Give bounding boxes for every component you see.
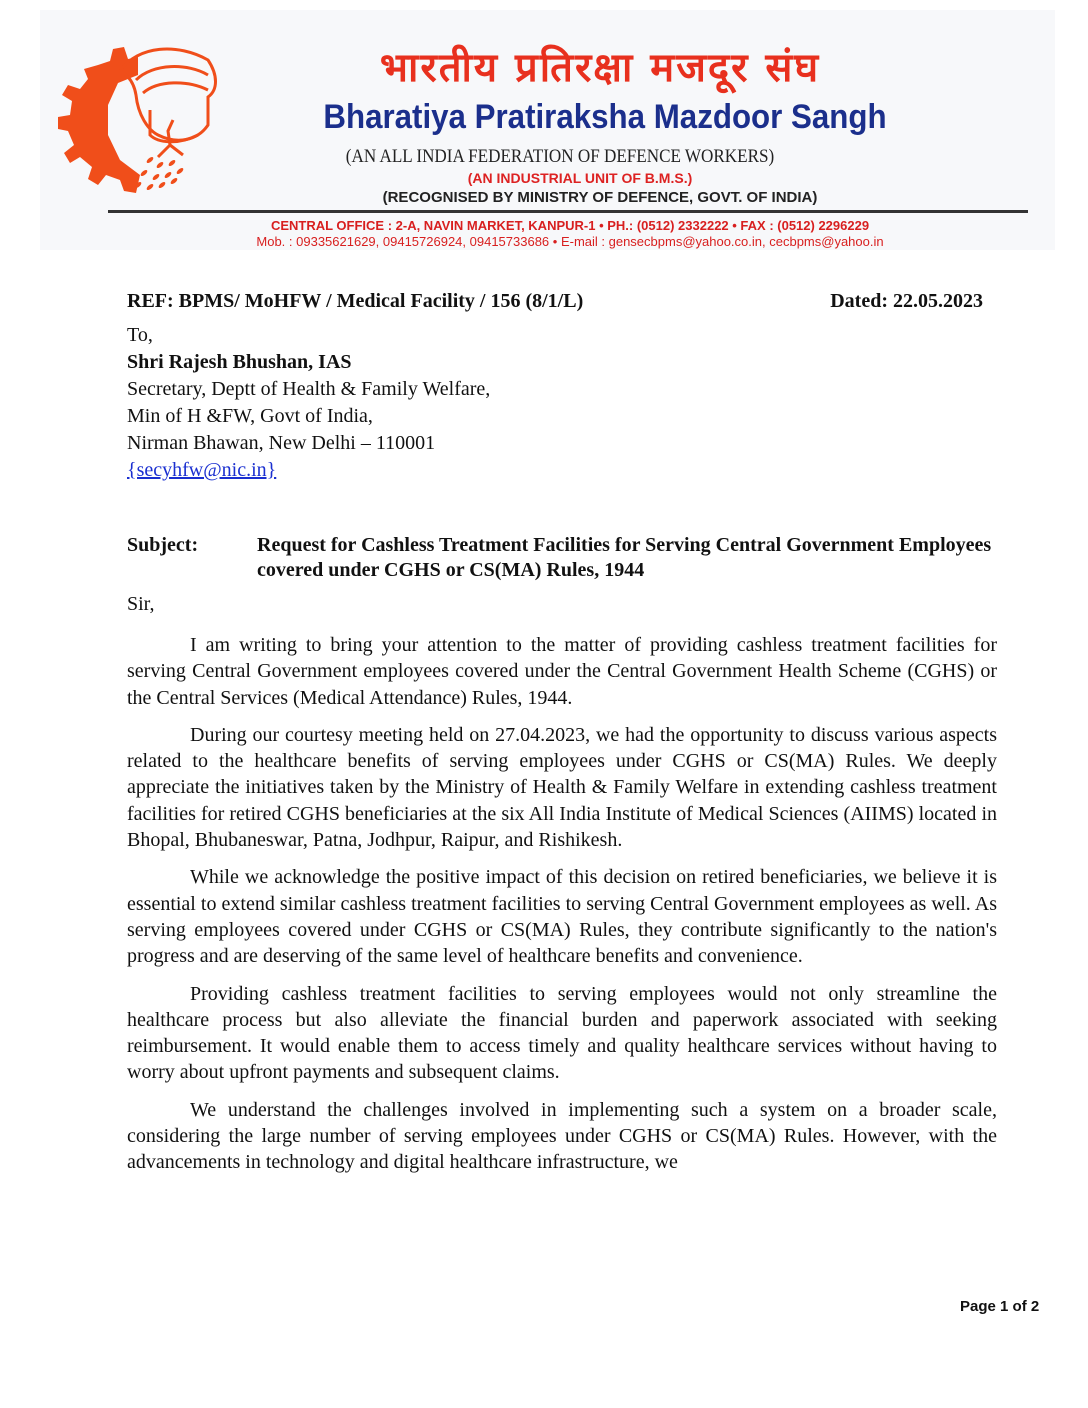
paragraph: I am writing to bring your attention to the matter of providing cashless treatment facilities for serving Central Government employees covered under the Central Government Health Scheme (CGHS) or the Central Services (Medical Attendance) Rules, 1944. (127, 634, 997, 709)
paragraph: We understand the challenges involved in implementing such a system on a broader scale, considering the large number of serving employees under CGHS or CS(MA) Rules. However, with the advancements in technology and digital healthcare infrastructure, we (127, 1098, 997, 1174)
paragraph: While we acknowledge the positive impact of this decision on retired beneficiaries, we believe it is essential to extend similar cashless treatment facilities to serving Central Government employees as well. As serving employees covered under CGHS or CS(MA) Rules, they contribute significantly to the nation's progress and are deserving of the same level of healthcare benefits and convenience. (127, 866, 997, 968)
org-recognition: (RECOGNISED BY MINISTRY OF DEFENCE, GOVT. OF INDIA) (382, 189, 818, 206)
paragraph: During our courtesy meeting held on 27.04.2023, we had the opportunity to discuss various aspects related to the healthcare benefits of serving employees under CGHS or CS(MA) Rules. We deeply appreciate the initiatives taken by the Ministry of Health & Family Welfare in extending cashless treatment facilities for retired CGHS beneficiaries at the six All India Institute of Medical Sciences (AIIMS) located in Bhopal, Bhubaneswar, Patna, Jodhpur, Raipur, and Rishikesh. (127, 723, 997, 852)
letterhead (40, 10, 1055, 250)
letter-date: Dated: 22.05.2023 (830, 290, 983, 312)
contact-office: CENTRAL OFFICE : 2-A, NAVIN MARKET, KANPUR-1 • PH.: (0512) 2332222 • FAX : (0512) 2296229 (270, 218, 870, 233)
gear-fist-grain-logo-icon (58, 35, 238, 200)
subject-text: Request for Cashless Treatment Facilities for Serving Central Government Employees covered under CGHS or CS(MA) Rules, 1944 (257, 534, 992, 581)
reference-number: REF: BPMS/ MoHFW / Medical Facility / 156 (8/1/L) (127, 290, 584, 312)
page-number: Page 1 of 2 (960, 1298, 1040, 1315)
contact-mobile-email: Mob. : 09335621629, 09415726924, 09415733686 • E-mail : gensecbpms@yahoo.co.in, cecbpms@yahoo.in (256, 234, 884, 249)
org-name-english: Bharatiya Pratiraksha Mazdoor Sangh (323, 98, 887, 136)
addressee-line-1: Secretary, Deptt of Health & Family Welfare, (127, 378, 491, 400)
addressee-line-2: Min of H &FW, Govt of India, (127, 405, 373, 427)
letter-body (127, 632, 997, 1187)
paragraph: Providing cashless treatment facilities to serving employees would not only streamline the healthcare process but also alleviate the financial burden and paperwork associated with seeking reimbursement. It would enable them to access timely and quality healthcare services without having to worry about upfront payments and subsequent claims. (127, 982, 997, 1084)
salutation: Sir, (127, 593, 155, 615)
to-label: To, (127, 324, 153, 346)
addressee-block (127, 322, 490, 484)
org-federation: (AN ALL INDIA FEDERATION OF DEFENCE WORKERS) (345, 146, 775, 167)
addressee-name: Shri Rajesh Bhushan, IAS (127, 351, 352, 373)
reference-row (127, 290, 983, 313)
org-name-hindi: भारतीय प्रतिरक्षा मजदूर संघ (379, 45, 821, 91)
letterhead-divider (108, 210, 1028, 213)
addressee-line-3: Nirman Bhawan, New Delhi – 110001 (127, 432, 436, 454)
subject-label: Subject: (127, 534, 199, 556)
addressee-email-link[interactable]: {secyhfw@nic.in} (127, 459, 277, 481)
org-unit: (AN INDUSTRIAL UNIT OF B.M.S.) (467, 170, 693, 186)
